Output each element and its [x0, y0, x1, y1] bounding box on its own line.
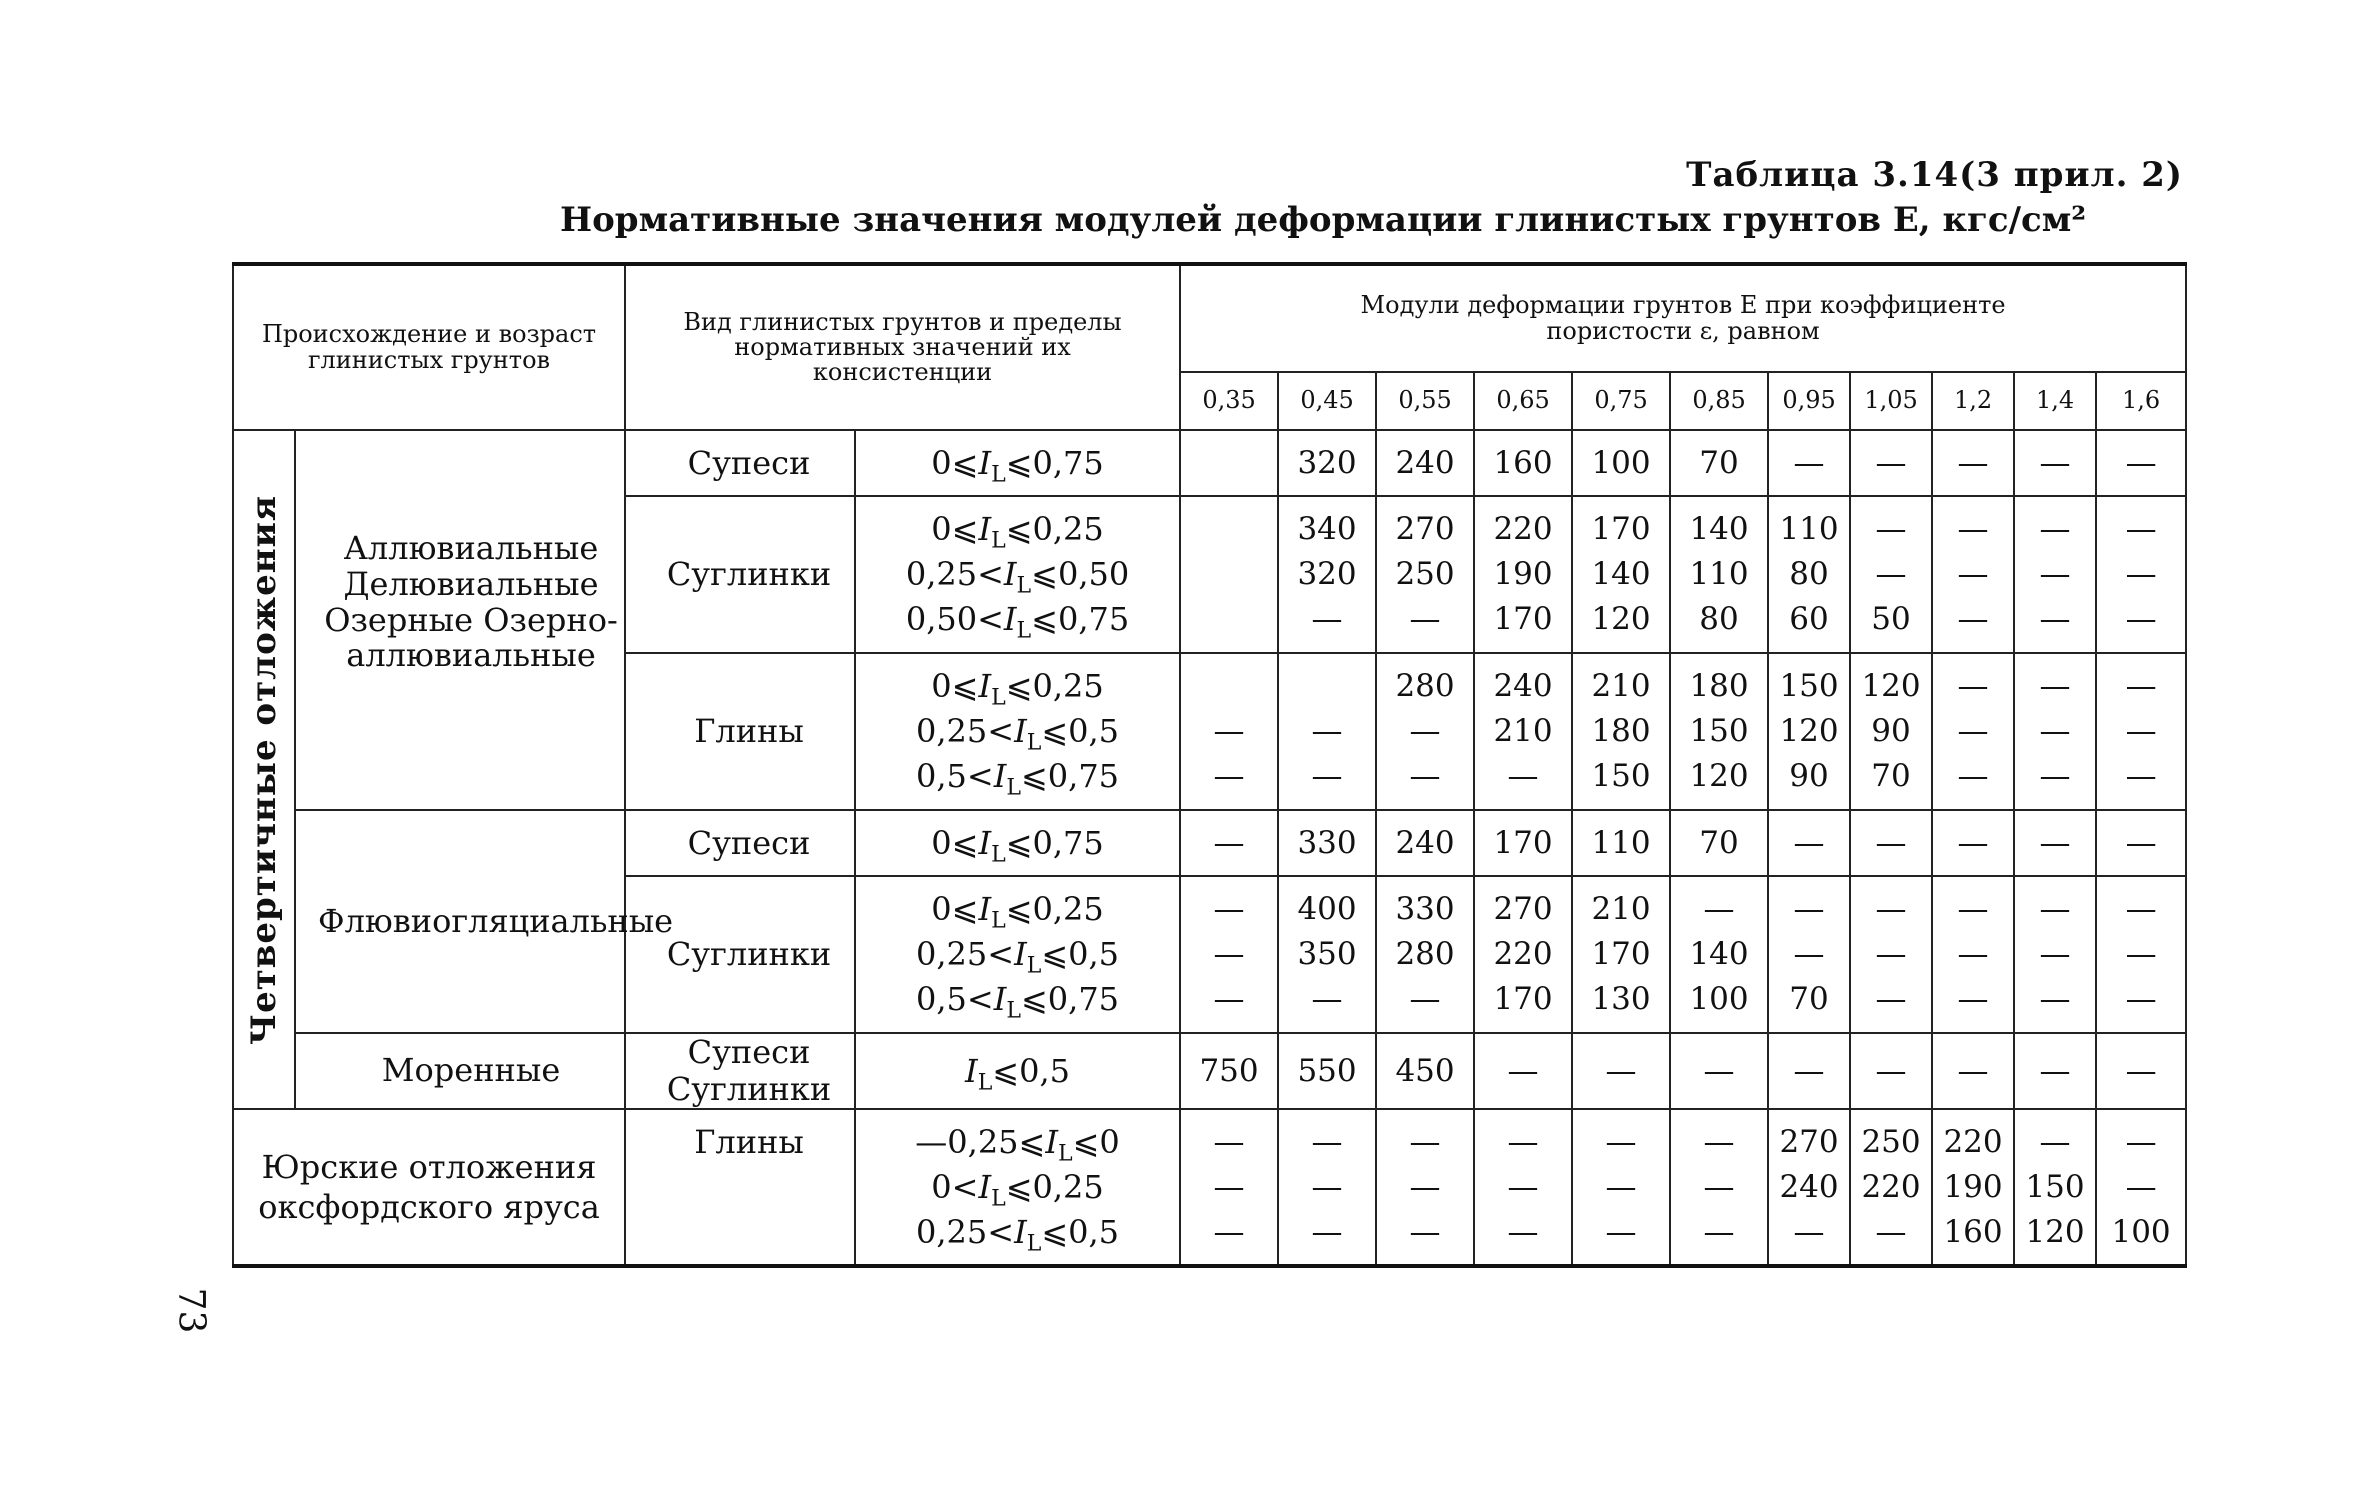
modulus-value: 170	[1474, 810, 1572, 876]
modulus-value: —	[1850, 430, 1932, 496]
modulus-value: 110 80 60	[1768, 496, 1850, 653]
table-number: Таблица 3.14(3 прил. 2)	[1686, 155, 2183, 195]
modulus-value: 330	[1278, 810, 1376, 876]
modulus-value: — — —	[1572, 1109, 1670, 1266]
modulus-value: —	[1572, 1033, 1670, 1109]
consistency-limits: $0⩽I_L⩽0,75$	[855, 430, 1180, 496]
quaternary-label-cell	[233, 430, 295, 1109]
consistency-limits: $0⩽I_L⩽0,25$ $0,25<I_L⩽0,5$ $0,5<I_L⩽0,75$	[855, 653, 1180, 810]
modulus-value: 110	[1572, 810, 1670, 876]
modulus-value: — — —	[1932, 496, 2014, 653]
porosity-cell: 0,35	[1180, 372, 1278, 430]
modulus-value: —	[1850, 810, 1932, 876]
modulus-value: —	[1932, 810, 2014, 876]
consistency-limits: $0⩽I_L⩽0,75$	[855, 810, 1180, 876]
modulus-value: —	[1768, 430, 1850, 496]
modulus-value: 210 180 150	[1572, 653, 1670, 810]
porosity-cell: 0,75	[1572, 372, 1670, 430]
modulus-value: 330 280 —	[1376, 876, 1474, 1033]
modulus-value: —	[2014, 810, 2096, 876]
soil-kind: Глины	[625, 653, 855, 810]
modulus-value	[1180, 430, 1278, 496]
modulus-value: —	[1474, 1033, 1572, 1109]
modulus-value	[1180, 496, 1278, 653]
modulus-value: 70	[1670, 810, 1768, 876]
table-row	[233, 1033, 2186, 1109]
modulus-value: — — —	[1850, 876, 1932, 1033]
table-row	[233, 430, 2186, 496]
modulus-value: 750	[1180, 1033, 1278, 1109]
consistency-limits: $0⩽I_L⩽0,25$ $0,25<I_L⩽0,5$ $0,5<I_L⩽0,75$	[855, 876, 1180, 1033]
porosity-cell: 1,2	[1932, 372, 2014, 430]
soil-kind: Супеси	[625, 430, 855, 496]
modulus-value: —	[2014, 1033, 2096, 1109]
modulus-value: 280 — —	[1376, 653, 1474, 810]
table-row	[233, 810, 2186, 876]
modulus-value: — — —	[2096, 876, 2186, 1033]
soil-kind: Супеси Суглинки	[625, 1033, 855, 1109]
modulus-value: 450	[1376, 1033, 1474, 1109]
porosity-cell: 0,95	[1768, 372, 1850, 430]
modulus-value: 100	[1572, 430, 1670, 496]
porosity-cell: 1,6	[2096, 372, 2186, 430]
modulus-value: —	[1180, 810, 1278, 876]
modulus-value: — — —	[2096, 496, 2186, 653]
origin-group-jurassic: Юрские отложения оксфордского яруса	[233, 1109, 625, 1266]
modulus-value: 270 220 170	[1474, 876, 1572, 1033]
modulus-value: — — —	[1376, 1109, 1474, 1266]
modulus-value: —	[1670, 1033, 1768, 1109]
modulus-value: 240 210 —	[1474, 653, 1572, 810]
soil-kind: Супеси	[625, 810, 855, 876]
modulus-value: — — —	[1670, 1109, 1768, 1266]
soil-kind: Глины	[625, 1109, 855, 1266]
modulus-value: — — —	[2096, 653, 2186, 810]
modulus-value: 170 140 120	[1572, 496, 1670, 653]
modulus-value: — —	[1180, 653, 1278, 810]
quaternary-label: Четвертичные отложения	[244, 494, 284, 1045]
modulus-value: —	[1932, 430, 2014, 496]
modulus-value: 550	[1278, 1033, 1376, 1109]
consistency-limits: $I_L⩽0,5$	[855, 1033, 1180, 1109]
porosity-cell: 0,85	[1670, 372, 1768, 430]
modulus-value: — 150 120	[2014, 1109, 2096, 1266]
modulus-value: — — —	[1180, 1109, 1278, 1266]
table-row	[233, 1109, 2186, 1266]
modulus-value: — — 50	[1850, 496, 1932, 653]
modulus-value: 220 190 170	[1474, 496, 1572, 653]
modulus-value: 270 250 —	[1376, 496, 1474, 653]
table-title: Нормативные значения модулей деформации глинистых грунтов E, кгс/см²	[560, 200, 2087, 240]
modulus-value: 160	[1474, 430, 1572, 496]
moduli-table	[232, 262, 2187, 1268]
modulus-value: 320	[1278, 430, 1376, 496]
modulus-value: —	[1768, 810, 1850, 876]
origin-group: Моренные	[295, 1033, 625, 1109]
porosity-cell: 1,4	[2014, 372, 2096, 430]
modulus-value: — — —	[2014, 496, 2096, 653]
modulus-value: 240	[1376, 810, 1474, 876]
modulus-value: 70	[1670, 430, 1768, 496]
modulus-value: 150 120 90	[1768, 653, 1850, 810]
origin-group: Флювиогляциальные	[295, 810, 625, 1033]
consistency-limits: $0⩽I_L⩽0,25$ $0,25<I_L⩽0,50$ $0,50<I_L⩽0,75$	[855, 496, 1180, 653]
soil-kind: Суглинки	[625, 876, 855, 1033]
consistency-limits: $—0,25⩽I_L⩽0$ $0<I_L⩽0,25$ $0,25<I_L⩽0,5$	[855, 1109, 1180, 1266]
modulus-value: 140 110 80	[1670, 496, 1768, 653]
porosity-cell: 0,55	[1376, 372, 1474, 430]
modulus-value: — 140 100	[1670, 876, 1768, 1033]
modulus-value: —	[1850, 1033, 1932, 1109]
modulus-value: 400 350 —	[1278, 876, 1376, 1033]
origin-group: Аллювиальные Делювиальные Озерные Озерно-аллювиальные	[295, 430, 625, 810]
modulus-value: — —	[1278, 653, 1376, 810]
modulus-value: — — 70	[1768, 876, 1850, 1033]
modulus-value: 240	[1376, 430, 1474, 496]
modulus-value: — — —	[1932, 653, 2014, 810]
header-kind: Вид глинистых грунтов и пределы нормативных значений их консистенции	[625, 264, 1180, 430]
porosity-cell: 0,45	[1278, 372, 1376, 430]
header-origin: Происхождение и возраст глинистых грунтов	[233, 264, 625, 430]
modulus-value: —	[1768, 1033, 1850, 1109]
modulus-value: 250 220 —	[1850, 1109, 1932, 1266]
modulus-value: —	[2096, 810, 2186, 876]
modulus-value: — — 100	[2096, 1109, 2186, 1266]
modulus-value: —	[1932, 1033, 2014, 1109]
modulus-value: —	[2096, 430, 2186, 496]
modulus-value: 210 170 130	[1572, 876, 1670, 1033]
porosity-cell: 1,05	[1850, 372, 1932, 430]
modulus-value: — — —	[2014, 876, 2096, 1033]
modulus-value: — — —	[1278, 1109, 1376, 1266]
modulus-value: 180 150 120	[1670, 653, 1768, 810]
modulus-value: 120 90 70	[1850, 653, 1932, 810]
modulus-value: — — —	[1474, 1109, 1572, 1266]
modulus-value: 340 320 —	[1278, 496, 1376, 653]
modulus-value: 220 190 160	[1932, 1109, 2014, 1266]
modulus-value: — — —	[1932, 876, 2014, 1033]
modulus-value: — — —	[2014, 653, 2096, 810]
modulus-value: —	[2014, 430, 2096, 496]
modulus-value: —	[2096, 1033, 2186, 1109]
header-moduli: Модули деформации грунтов E при коэффициенте пористости ε, равном	[1180, 264, 2186, 372]
page-number: 73	[170, 1287, 212, 1334]
porosity-cell: 0,65	[1474, 372, 1572, 430]
modulus-value: 270 240 —	[1768, 1109, 1850, 1266]
soil-kind: Суглинки	[625, 496, 855, 653]
modulus-value: — — —	[1180, 876, 1278, 1033]
